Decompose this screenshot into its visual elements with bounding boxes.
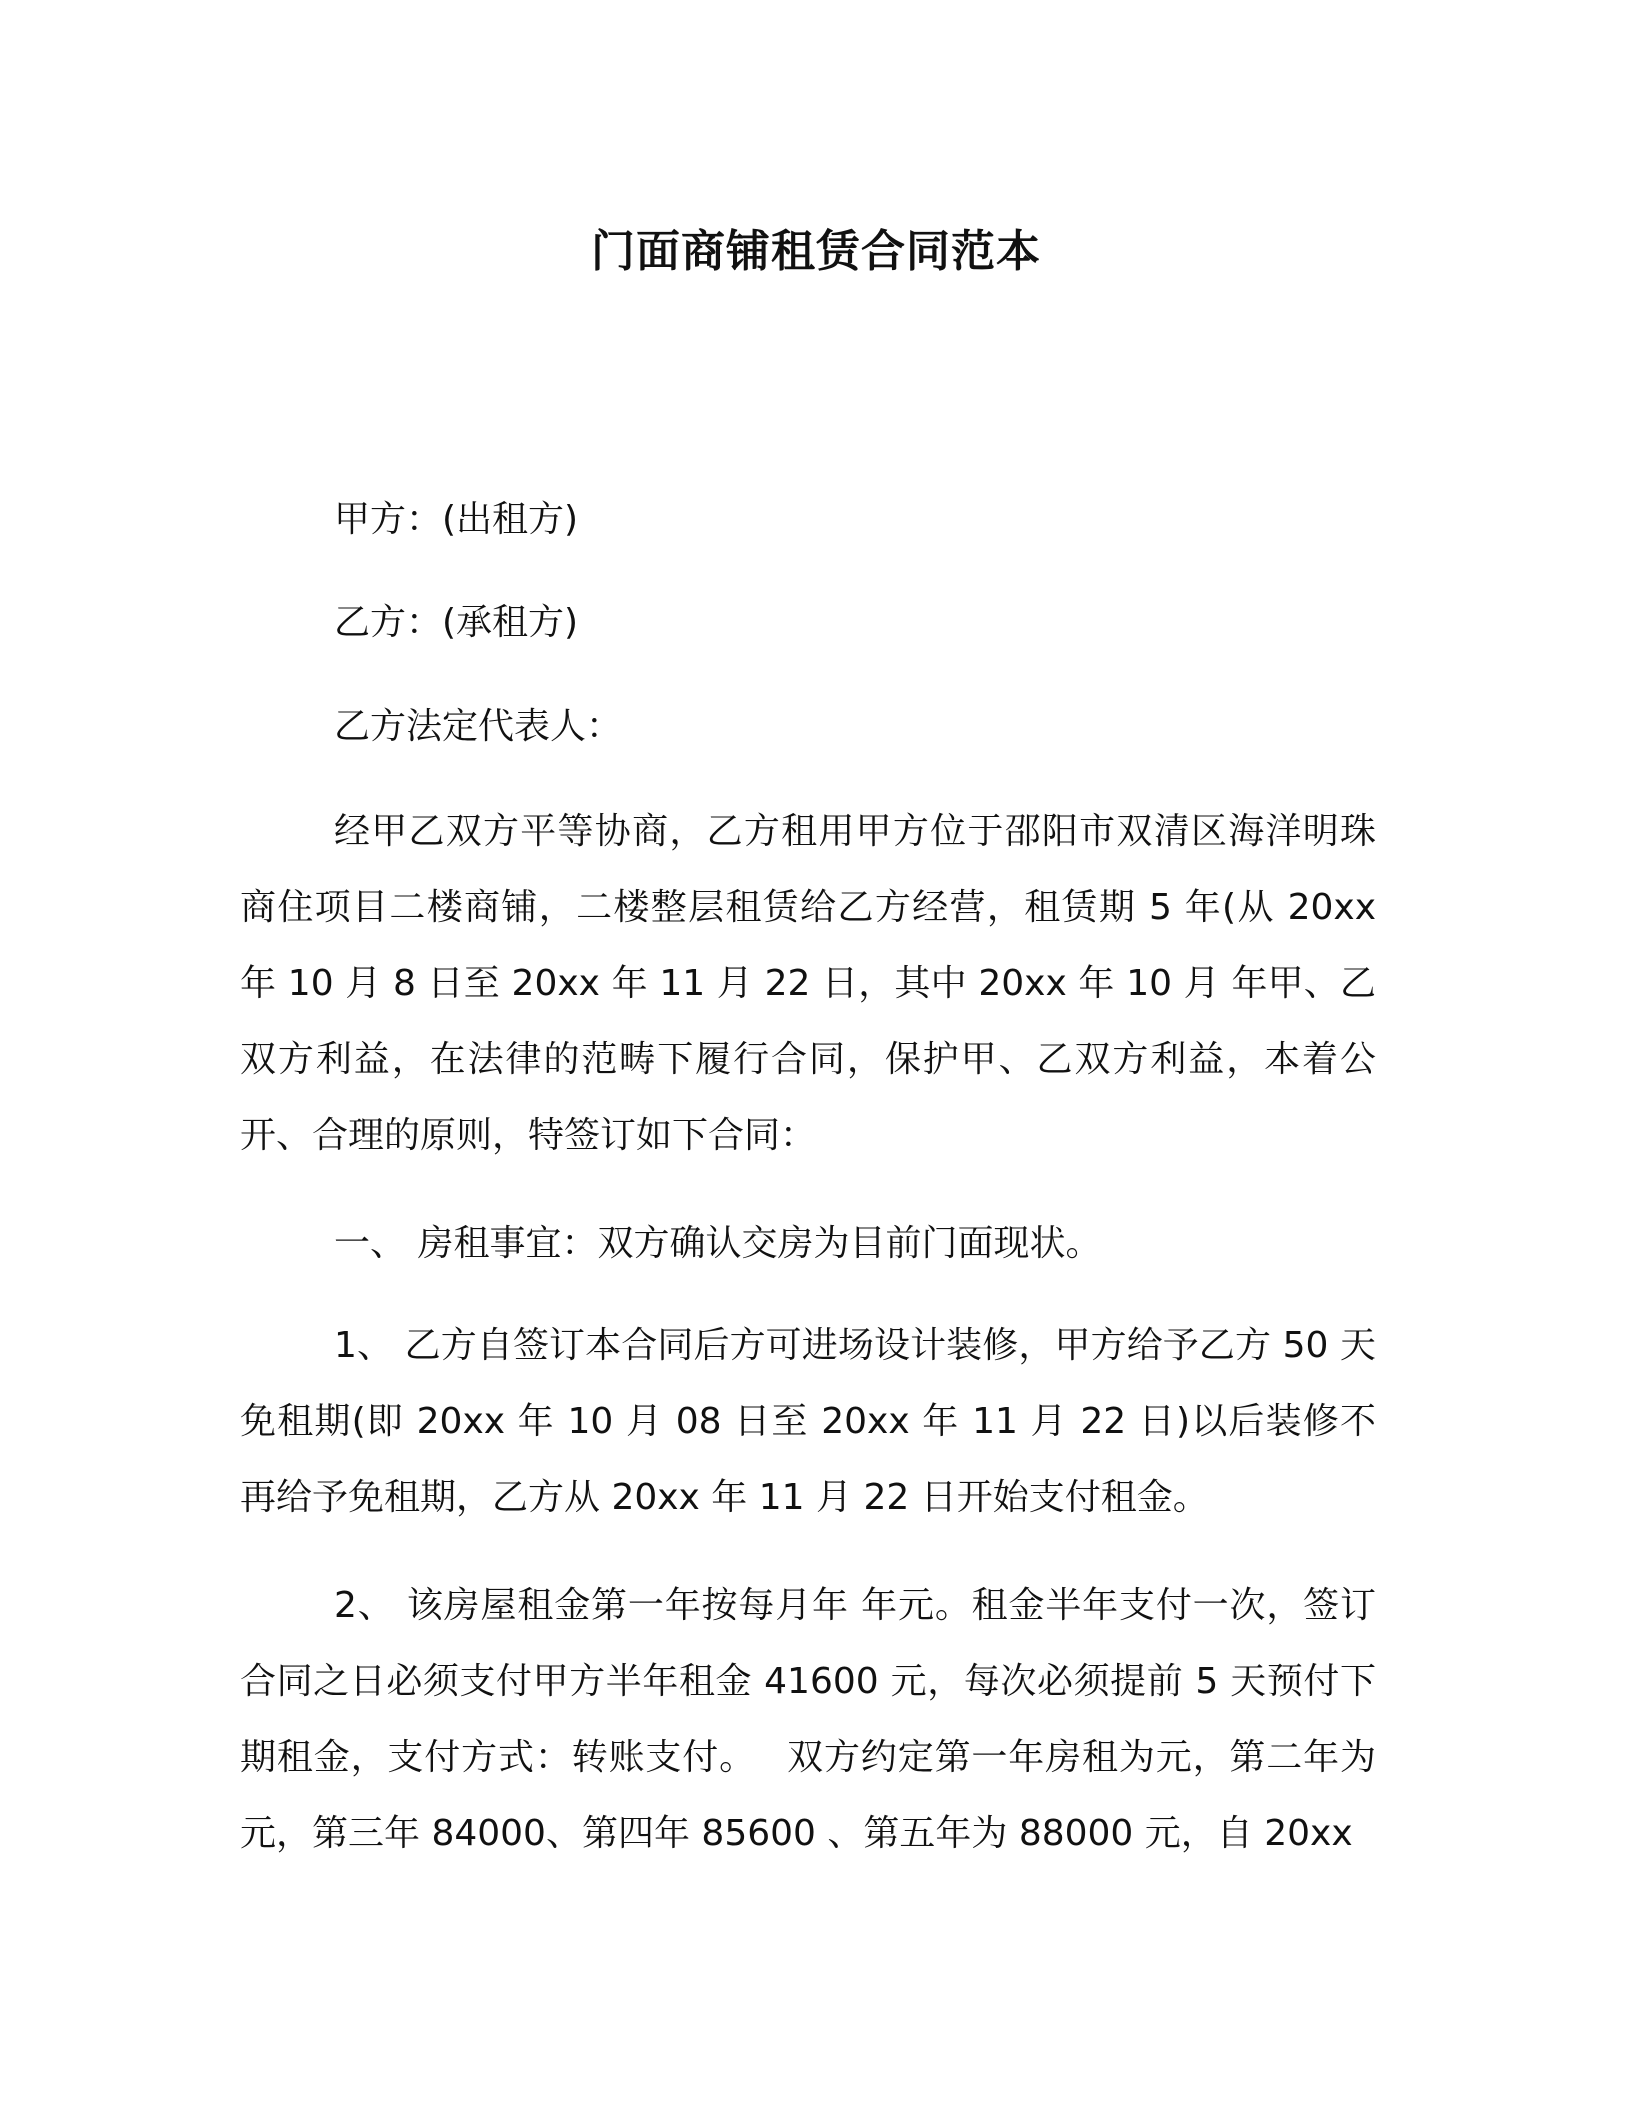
clause-2-paragraph: 2、 该房屋租金第一年按每月年 年元。租金半年支付一次，签订合同之日必须支付甲方半年租金 41600 元，每次必须提前 5 天预付下期租金，支付方式：转账支付。 双方约定第一年房租为元，第二年为元，第三年 84000、第四年 85600 、第五年为 88000 元，自 20xx	[240, 1585, 1376, 1854]
party-a-line: 甲方：(出租方)	[334, 499, 579, 540]
party-b-representative-line: 乙方法定代表人：	[334, 706, 623, 747]
clause-1-paragraph: 1、 乙方自签订本合同后方可进场设计装修，甲方给予乙方 50 天免租期(即 20xx 年 10 月 08 日至 20xx 年 11 月 22 日)以后装修不再给予免租期，乙方从 20xx 年 11 月 22 日开始支付租金。	[240, 1325, 1376, 1518]
section-heading-rent: 一、 房租事宜：双方确认交房为目前门面现状。	[334, 1223, 1102, 1264]
document-title: 门面商铺租赁合同范本	[591, 226, 1041, 277]
party-b-line: 乙方：(承租方)	[334, 602, 579, 643]
intro-paragraph: 经甲乙双方平等协商，乙方租用甲方位于邵阳市双清区海洋明珠商住项目二楼商铺，二楼整层租赁给乙方经营，租赁期 5 年(从 20xx 年 10 月 8 日至 20xx 年 11 月 22 日，其中 20xx 年 10 月 年甲、乙双方利益，在法律的范畴下履行合同，保护甲、乙双方利益，本着公开、合理的原则，特签订如下合同：	[240, 811, 1376, 1156]
